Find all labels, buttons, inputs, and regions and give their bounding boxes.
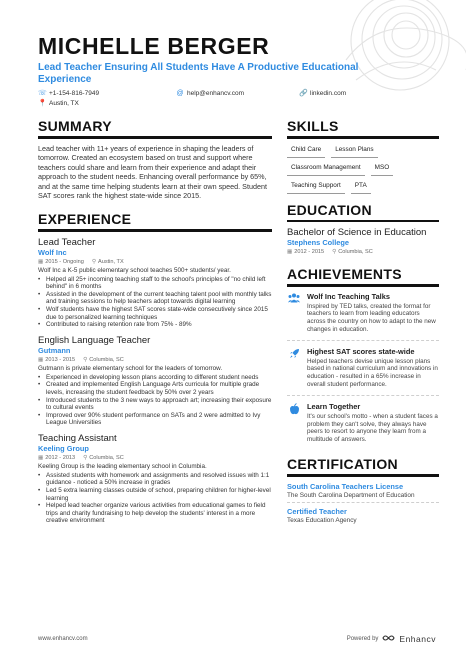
education-location xyxy=(332,248,373,256)
calendar-icon: ▦ xyxy=(38,356,44,363)
achievement-title: Highest SAT scores state-wide xyxy=(307,346,415,356)
bullet-dot: • xyxy=(38,487,41,495)
location-pin-icon: ⚲ xyxy=(83,454,88,461)
calendar-icon: ▦ xyxy=(38,454,44,461)
job-title: Teaching Assistant xyxy=(38,432,117,444)
skill-tag: Lesson Plans xyxy=(331,144,377,158)
rocket-icon xyxy=(287,347,301,389)
job-dates xyxy=(38,356,75,364)
calendar-icon: ▦ xyxy=(287,249,293,255)
bullet-dot: • xyxy=(38,381,41,389)
skill-tag: Classroom Management xyxy=(287,162,365,176)
job-location xyxy=(92,258,124,266)
skill-tag: PTA xyxy=(351,180,371,194)
experience-heading: EXPERIENCE xyxy=(38,211,132,228)
achievement-item xyxy=(287,402,439,444)
right-column xyxy=(287,118,439,527)
contact-linkedin[interactable] xyxy=(299,89,346,98)
job-dates-text: 2015 - Ongoing xyxy=(45,258,84,265)
bullet-dot: • xyxy=(38,396,41,404)
footer-website[interactable]: www.enhancv.com xyxy=(38,636,88,642)
job-dates xyxy=(38,258,84,266)
skill-tag: MSO xyxy=(371,162,394,176)
skill-tag: Child Care xyxy=(287,144,325,158)
job-description: Gutmann is private elementary school for the leaders of tomorrow. xyxy=(38,364,223,372)
achievements-heading: ACHIEVEMENTS xyxy=(287,266,402,282)
job-meta xyxy=(38,454,272,462)
bullet-dot: • xyxy=(38,321,41,329)
skill-tag: Teaching Support xyxy=(287,180,345,194)
job-entry xyxy=(38,433,272,525)
job-location-text: Columbia, SC xyxy=(89,454,124,461)
bullet-item xyxy=(38,487,272,502)
bullet-dot: • xyxy=(38,373,41,381)
email-text: help@enhancv.com xyxy=(187,90,245,97)
summary-text: Lead teacher with 11+ years of experience in shaping the leaders of tomorrow. Created an ecosystem based on trust and support where teachers could share and learn from their experience and adapt their approach to the student needs. Enhancing overall performance by 65%, and at the same time helping students learn at their own speed. Student SAT scores rank the highest state-wide since 2015. xyxy=(38,143,267,201)
achievement-description: Helped teachers devise unique lesson plans based in national curriculum and innovations in education - resulted in a 65% increase in overall student performance. xyxy=(307,357,438,389)
enhancv-logo-icon xyxy=(382,634,395,644)
achievement-description: It's our school's motto - when a student faces a problem they can't solve, they always have peers to resort to anyone they learn from a multitude of answers. xyxy=(307,412,438,444)
certification-heading: CERTIFICATION xyxy=(287,456,398,473)
skills-heading: SKILLS xyxy=(287,118,339,134)
phone-icon: ☏ xyxy=(38,90,47,97)
job-company[interactable]: Keeling Group xyxy=(38,443,89,453)
bullet-dot: • xyxy=(38,305,41,313)
calendar-icon: ▦ xyxy=(38,258,44,265)
contact-location xyxy=(38,99,438,108)
resume-footer xyxy=(38,634,436,644)
job-title: English Language Teacher xyxy=(38,334,151,346)
powered-by-text: Powered by xyxy=(346,636,379,642)
candidate-name: MICHELLE BERGER xyxy=(38,33,270,59)
achievement-item xyxy=(287,292,439,334)
job-bullets xyxy=(38,276,272,329)
summary-heading: SUMMARY xyxy=(38,118,112,134)
education-location-text: Columbia, SC xyxy=(338,249,373,255)
job-location xyxy=(83,454,124,462)
certification-divider-line xyxy=(287,502,439,503)
at-icon: @ xyxy=(176,90,184,97)
phone-text: +1-154-816-7949 xyxy=(49,90,100,97)
linkedin-text: linkedin.com xyxy=(310,90,347,97)
bullet-dot: • xyxy=(38,275,41,283)
bullet-item xyxy=(38,472,272,487)
job-dates-text: 2013 - 2015 xyxy=(45,356,76,363)
certification-divider xyxy=(287,474,439,477)
certification-issuer: Texas Education Agency xyxy=(287,516,357,524)
education-meta xyxy=(287,248,439,256)
job-bullets xyxy=(38,374,272,427)
bullet-dot: • xyxy=(38,502,41,510)
achievement-title: Learn Together xyxy=(307,401,361,411)
certification-title: Certified Teacher xyxy=(287,506,347,516)
achievement-item xyxy=(287,347,439,389)
education-heading: EDUCATION xyxy=(287,201,372,218)
bullet-text: Assisted students with homework and assignments and resolved issues with 1:1 guidance - noticed a 50% increase in grades xyxy=(46,471,270,487)
bullet-text: Improved over 90% student performance on SATs and 2 were admitted to Ivy League Universities xyxy=(46,411,261,427)
education-school[interactable]: Stephens College xyxy=(287,238,350,247)
achievement-title: Wolf Inc Teaching Talks xyxy=(307,291,390,301)
bullet-text: Wolf students have the highest SAT scores state-wide consecutively since 2015 due to personalized learning techniques xyxy=(46,305,268,321)
job-title: Lead Teacher xyxy=(38,236,96,248)
brand-name: Enhancv xyxy=(399,634,436,644)
bullet-dot: • xyxy=(38,411,41,419)
bullet-text: Helped lead teacher organize various activities from educational games to field trips and charity fundraising to help develop the students' interest in a more creative environment xyxy=(46,502,266,525)
job-meta xyxy=(38,356,272,364)
link-icon: 🔗 xyxy=(299,90,308,97)
skills-list xyxy=(287,144,439,194)
contact-email[interactable] xyxy=(176,89,299,98)
candidate-headline: Lead Teacher Ensuring All Students Have A Productive Educational Experience xyxy=(38,62,359,85)
summary-divider xyxy=(38,136,272,139)
job-entry xyxy=(38,335,272,427)
bullet-item xyxy=(38,291,272,306)
bullet-text: Assisted in the development of the current teaching talent pool with monthly talks and training sessions to help teachers adopt towards digital learning xyxy=(46,290,272,306)
achievement-body xyxy=(307,347,439,389)
bullet-dot: • xyxy=(38,471,41,479)
job-company[interactable]: Wolf Inc xyxy=(38,247,67,257)
education-dates-text: 2012 - 2015 xyxy=(294,249,325,255)
job-dates-text: 2012 - 2013 xyxy=(45,454,76,461)
job-company[interactable]: Gutmann xyxy=(38,345,71,355)
certification-issuer: The South Carolina Department of Education xyxy=(287,491,415,499)
education-degree: Bachelor of Science in Education xyxy=(287,227,427,238)
bullet-item xyxy=(38,381,272,396)
people-icon xyxy=(287,292,301,334)
bullet-text: Helped all 25+ incoming teaching staff to the school's principles of "no child left behind" in 6 months xyxy=(46,275,266,291)
certification-item xyxy=(287,507,439,525)
bullet-text: Contributed to raising retention rate from 75% - 89% xyxy=(46,321,192,329)
location-pin-icon: ⚲ xyxy=(83,356,88,363)
bullet-text: Created and implemented English Language Arts curricula for multiple grade levels, increasing the student feedback by 50% over 2 years xyxy=(46,381,260,396)
job-description: Wolf Inc a K-5 public elementary school teaches 500+ students/ year. xyxy=(38,266,231,274)
achievement-body xyxy=(307,402,439,444)
bullet-text: Introduced students to the 3 new ways to approach art; increasing their exposure to cultural events xyxy=(46,396,272,412)
experience-divider xyxy=(38,229,272,232)
education-dates xyxy=(287,248,324,256)
bullet-item xyxy=(38,276,272,291)
bullet-item xyxy=(38,306,272,321)
certification-item xyxy=(287,482,439,500)
bullet-dot: • xyxy=(38,290,41,298)
location-text: Austin, TX xyxy=(49,100,79,107)
bullet-text: Experienced in developing lesson plans according to different student needs xyxy=(46,373,259,381)
education-divider xyxy=(287,220,439,223)
achievements-divider xyxy=(287,284,439,287)
achievement-description: Inspired by TED talks, created the format for teachers to learn from leading educators across the country on how to adapt to the new changes in education. xyxy=(307,302,436,333)
location-pin-icon: 📍 xyxy=(38,100,47,107)
job-location xyxy=(83,356,124,364)
bullet-text: Led 5 extra learning classes outside of school, preparing children for higher-level learning xyxy=(46,487,271,502)
job-location-text: Columbia, SC xyxy=(89,356,124,363)
left-column xyxy=(38,118,272,531)
achievement-divider xyxy=(287,395,439,396)
location-pin-icon: ⚲ xyxy=(91,258,96,265)
job-location-text: Austin, TX xyxy=(97,258,124,265)
job-dates xyxy=(38,454,75,462)
location-pin-icon: ⚲ xyxy=(332,249,337,255)
apple-icon xyxy=(287,402,301,444)
bullet-item xyxy=(38,502,272,525)
job-bullets xyxy=(38,472,272,525)
bullet-item xyxy=(38,321,272,329)
contact-phone[interactable] xyxy=(38,89,176,98)
achievement-body xyxy=(307,292,439,334)
bullet-item xyxy=(38,397,272,412)
bullet-item xyxy=(38,374,272,382)
achievement-divider xyxy=(287,340,439,341)
contact-row xyxy=(38,89,438,98)
job-meta xyxy=(38,258,272,266)
certification-title: South Carolina Teachers License xyxy=(287,481,404,491)
skills-divider xyxy=(287,136,439,139)
resume-header xyxy=(38,34,438,108)
job-entry xyxy=(38,237,272,329)
footer-brand[interactable] xyxy=(347,634,436,644)
job-description: Keeling Group is the leading elementary school in Columbia. xyxy=(38,462,207,470)
bullet-item xyxy=(38,412,272,427)
